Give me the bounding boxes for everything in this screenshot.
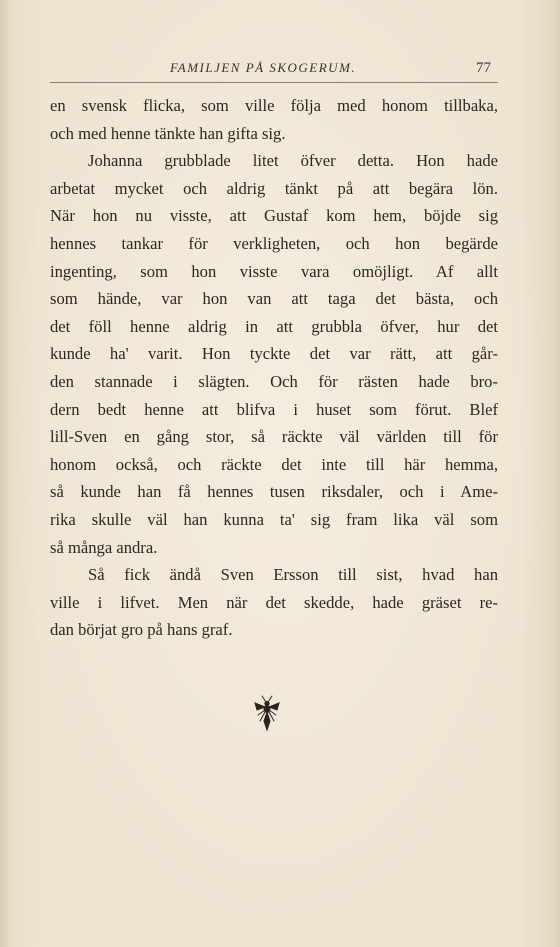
text-line: kunde ha' varit. Hon tyckte det var rätt, att går- — [50, 344, 498, 364]
body-text — [50, 92, 498, 644]
text-line: den stannade i slägten. Och för rästen hade bro- — [50, 371, 498, 391]
text-line: ingenting, som hon visste vara omöjligt. Af allt — [50, 261, 498, 281]
text-line: rika skulle väl han kunna ta' sig fram lika väl som — [50, 509, 498, 529]
text-line: så många andra. — [50, 537, 158, 557]
text-line: dern bedt henne att blifva i huset som förut. Blef — [50, 399, 498, 419]
page-number: 77 — [476, 60, 491, 76]
text-line: dan börjat gro på hans graf. — [50, 620, 233, 640]
text-line: honom också, och räckte det inte till här hemma, — [50, 454, 498, 474]
text-line: det föll henne aldrig in att grubbla öfver, hur det — [50, 316, 498, 336]
text-line: Johanna grubblade litet öfver detta. Hon hade — [88, 151, 498, 171]
text-line: hennes tankar för verkligheten, och hon begärde — [50, 233, 498, 253]
header-rule — [50, 82, 498, 83]
running-title: FAMILJEN PÅ SKOGERUM. — [170, 60, 357, 75]
paragraph-2 — [50, 147, 498, 561]
paragraph-3 — [50, 561, 498, 644]
page-header — [0, 58, 560, 82]
text-line: ville i lifvet. Men när det skedde, hade gräset re- — [50, 592, 498, 612]
text-line: arbetat mycket och aldrig tänkt på att begära lön. — [50, 178, 498, 198]
insect-ornament-icon — [252, 694, 282, 734]
text-line: När hon nu visste, att Gustaf kom hem, böjde sig — [50, 206, 498, 226]
paragraph-1 — [50, 92, 498, 147]
text-line: Så fick ändå Sven Ersson till sist, hvad han — [88, 565, 498, 585]
text-line: lill-Sven en gång stor, så räckte väl världen till för — [50, 427, 498, 447]
text-line: som hände, var hon van att taga det bästa, och — [50, 289, 498, 309]
text-line: en svensk flicka, som ville följa med honom tillbaka, — [50, 96, 498, 115]
text-line: och med henne tänkte han gifta sig. — [50, 123, 286, 143]
text-line: så kunde han få hennes tusen riksdaler, och i Ame- — [50, 482, 498, 502]
